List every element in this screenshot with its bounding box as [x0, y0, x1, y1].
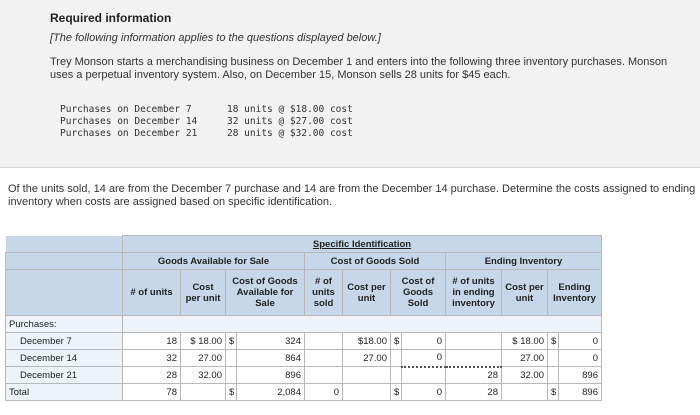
- table-row: [6, 350, 602, 367]
- specific-identification-table: [5, 235, 602, 401]
- purchase-row: [60, 128, 353, 140]
- row-label: December 7: [6, 333, 123, 350]
- group-ending-inventory: Ending Inventory: [446, 253, 602, 270]
- units-sold-input[interactable]: [305, 350, 343, 367]
- dollar-sign: [391, 367, 402, 384]
- available-cost-cell: 864: [237, 350, 305, 367]
- purchase-value: 32 units @ $27.00 cost: [227, 116, 353, 127]
- units-cell: 18: [123, 333, 181, 350]
- table-row: [6, 333, 602, 350]
- dollar-sign: $: [548, 384, 559, 401]
- col-cost-available: Cost of Goods Available for Sale: [226, 270, 305, 316]
- dollar-sign: [226, 367, 237, 384]
- units-ending-input[interactable]: 28: [446, 367, 502, 384]
- group-cost-of-goods-sold: Cost of Goods Sold: [305, 253, 446, 270]
- sold-cost-per-unit-cell: 27.00: [343, 350, 391, 367]
- col-cost-per-unit-sold: Cost per unit: [343, 270, 391, 316]
- purchases-list: [60, 104, 353, 140]
- table-title: Specific Identification: [123, 236, 602, 253]
- dollar-sign: [226, 350, 237, 367]
- ending-inventory-cell: 0: [559, 333, 602, 350]
- total-units-cell: 78: [123, 384, 181, 401]
- purchase-label: Purchases on December 7: [60, 104, 192, 115]
- group-goods-available: Goods Available for Sale: [123, 253, 305, 270]
- total-cogs-cell: 0: [402, 384, 446, 401]
- col-units-ending: # of units in ending inventory: [446, 270, 502, 316]
- required-information-box: [0, 0, 700, 168]
- total-units-sold-cell: 0: [305, 384, 343, 401]
- purchase-value: 28 units @ $32.00 cost: [227, 128, 353, 139]
- purchase-row: [60, 116, 353, 128]
- ending-cost-per-unit-cell: 32.00: [502, 367, 548, 384]
- sold-cost-per-unit-cell: $18.00: [343, 333, 391, 350]
- purchase-value: 18 units @ $18.00 cost: [227, 104, 353, 115]
- table-row: [6, 367, 602, 384]
- question-text: Of the units sold, 14 are from the December 7 purchase and 14 are from the December 14 purchase. Determine the costs assigned to ending inventory when costs are assigned based on specific identification.: [8, 183, 696, 208]
- purchase-row: [60, 104, 353, 116]
- total-units-ending-cell: 28: [446, 384, 502, 401]
- col-units: # of units: [123, 270, 181, 316]
- ending-cost-per-unit-cell: $ 18.00: [502, 333, 548, 350]
- available-cost-cell: 896: [237, 367, 305, 384]
- dollar-sign: [548, 367, 559, 384]
- ending-inventory-cell: 896: [559, 367, 602, 384]
- required-info-title: Required information: [50, 11, 172, 25]
- dollar-sign: $: [391, 384, 402, 401]
- problem-intro: Trey Monson starts a merchandising business on December 1 and enters into the following three inventory purchases. Monson uses a perpetual inventory system. Also, on December 15, Monson sells 28 units for $45 each.: [50, 56, 668, 81]
- units-sold-input[interactable]: [305, 333, 343, 350]
- row-label: December 14: [6, 350, 123, 367]
- dollar-sign: [391, 350, 402, 367]
- col-units-sold: # of units sold: [305, 270, 343, 316]
- purchase-label: Purchases on December 14: [60, 116, 198, 127]
- dollar-sign: $: [391, 333, 402, 350]
- total-available-cell: 2,084: [237, 384, 305, 401]
- cost-per-unit-cell: 32.00: [181, 367, 226, 384]
- dollar-sign: $: [226, 333, 237, 350]
- sold-cost-per-unit-cell: [343, 367, 391, 384]
- row-label: December 21: [6, 367, 123, 384]
- col-cogs: Cost of Goods Sold: [391, 270, 446, 316]
- units-ending-input[interactable]: [446, 333, 502, 350]
- purchase-label: Purchases on December 21: [60, 128, 198, 139]
- cost-per-unit-cell: $ 18.00: [181, 333, 226, 350]
- units-sold-input[interactable]: [305, 367, 343, 384]
- section-purchases-label: Purchases:: [6, 316, 123, 333]
- cogs-cell: 0: [402, 350, 446, 367]
- col-ending-inventory: Ending Inventory: [548, 270, 602, 316]
- total-ending-inventory-cell: 896: [559, 384, 602, 401]
- dollar-sign: $: [548, 333, 559, 350]
- total-label: Total: [6, 384, 123, 401]
- dollar-sign: $: [226, 384, 237, 401]
- required-info-subtitle: [The following information applies to the questions displayed below.]: [50, 32, 381, 44]
- units-cell: 28: [123, 367, 181, 384]
- ending-inventory-cell: 0: [559, 350, 602, 367]
- available-cost-cell: 324: [237, 333, 305, 350]
- units-ending-input[interactable]: [446, 350, 502, 367]
- col-cost-per-unit: Cost per unit: [181, 270, 226, 316]
- cost-per-unit-cell: 27.00: [181, 350, 226, 367]
- ending-cost-per-unit-cell: 27.00: [502, 350, 548, 367]
- cogs-cell: 0: [402, 333, 446, 350]
- units-cell: 32: [123, 350, 181, 367]
- col-cost-per-unit-ending: Cost per unit: [502, 270, 548, 316]
- dollar-sign: [548, 350, 559, 367]
- cogs-cell: [402, 367, 446, 384]
- total-row: [6, 384, 602, 401]
